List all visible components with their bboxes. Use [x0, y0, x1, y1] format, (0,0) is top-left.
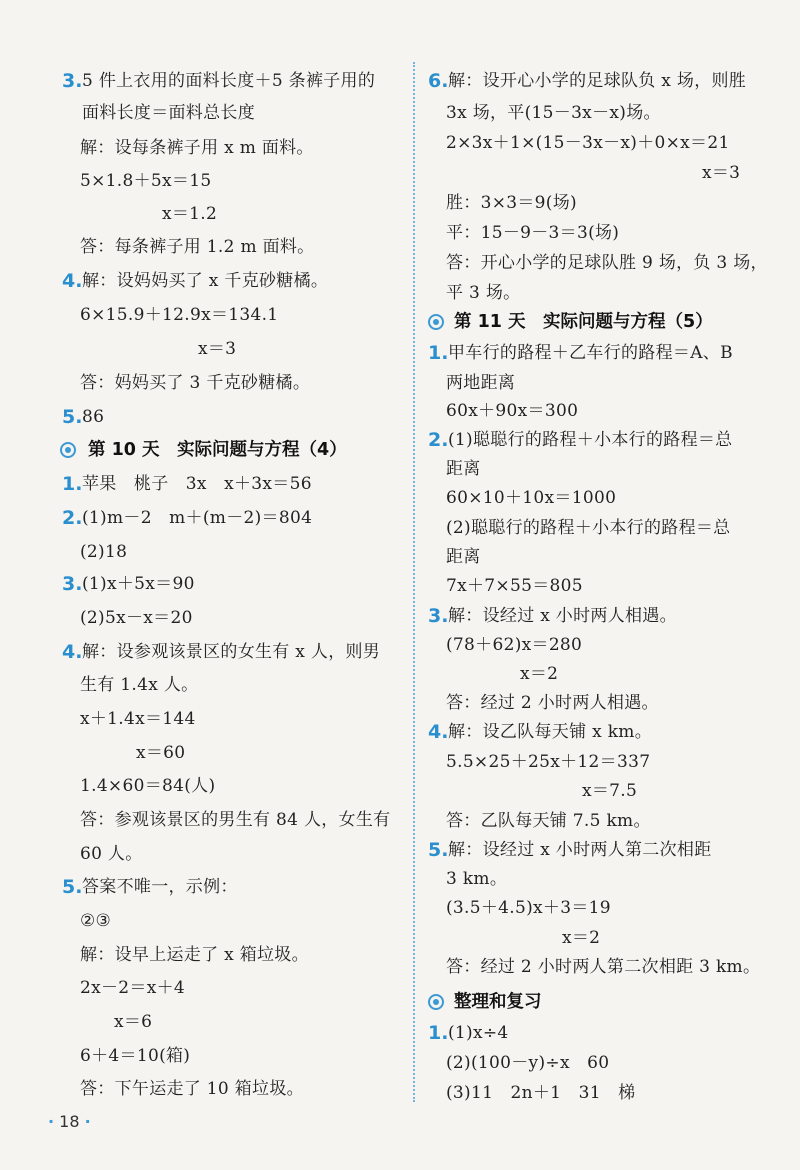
equation-line: 60x＋90x＝300	[446, 401, 579, 421]
question-number: 4.	[428, 721, 449, 743]
section-circle-icon	[428, 314, 444, 330]
question-number: 3.	[62, 573, 83, 595]
question-number: 2.	[62, 507, 83, 529]
answer-line: (1)聪聪行的路程＋小本行的路程＝总	[448, 430, 733, 450]
answer-line: (2)18	[80, 542, 128, 562]
equation-line: x＝1.2	[162, 204, 218, 224]
section-title: 第 10 天 实际问题与方程（4）	[88, 440, 347, 460]
section-circle-icon	[428, 994, 444, 1010]
answer-line: (2)(100－y)÷x 60	[446, 1053, 610, 1073]
question-number: 4.	[62, 641, 83, 663]
answer-line: 解：设经过 x 小时两人相遇。	[448, 606, 677, 626]
bullet-dot-icon: ·	[48, 1112, 55, 1131]
answer-line: 平 3 场。	[446, 283, 521, 303]
answer-line: 距离	[446, 459, 481, 479]
answer-line: 86	[82, 407, 105, 427]
answer-line: (3)11 2n＋1 31 梯	[446, 1083, 636, 1103]
answer-line: 甲车行的路程＋乙车行的路程＝A、B	[448, 343, 733, 363]
answer-line: 解：设参观该景区的女生有 x 人，则男	[82, 642, 381, 662]
answer-line: 答：每条裤子用 1.2 m 面料。	[80, 237, 315, 257]
answer-line: 3x 场，平(15－3x－x)场。	[446, 103, 661, 123]
answer-line: (1)m－2 m＋(m－2)＝804	[82, 508, 313, 528]
answer-line: (2)聪聪行的路程＋小本行的路程＝总	[446, 518, 731, 538]
equation-line: (3.5＋4.5)x＋3＝19	[446, 898, 611, 918]
answer-line: 答：乙队每天铺 7.5 km。	[446, 811, 651, 831]
equation-line: x＝3	[702, 163, 741, 183]
answer-line: 两地距离	[446, 373, 516, 393]
question-number: 5.	[62, 406, 83, 428]
equation-line: x＝7.5	[582, 781, 638, 801]
equation-line: 平：15－9－3＝3(场)	[446, 223, 620, 243]
equation-line: 胜：3×3＝9(场)	[446, 193, 577, 213]
equation-line: x＝6	[114, 1012, 153, 1032]
answer-line: 5 件上衣用的面料长度＋5 条裤子用的	[82, 71, 376, 91]
answer-line: 答：开心小学的足球队胜 9 场，负 3 场，	[446, 253, 768, 273]
equation-line: (78＋62)x＝280	[446, 635, 583, 655]
equation-line: 1.4×60＝84(人)	[80, 776, 216, 796]
equation-line: 7x＋7×55＝805	[446, 576, 583, 596]
answer-line: 答：参观该景区的男生有 84 人，女生有	[80, 810, 391, 830]
answer-line: 距离	[446, 547, 481, 567]
equation-line: x＝2	[520, 664, 559, 684]
section-circle-icon	[60, 442, 76, 458]
answer-line: 苹果 桃子 3x x＋3x＝56	[82, 474, 312, 494]
answer-line: 答：妈妈买了 3 千克砂糖橘。	[80, 373, 311, 393]
answer-line: 解：设早上运走了 x 箱垃圾。	[80, 945, 309, 965]
answer-line: 解：设每条裤子用 x m 面料。	[80, 138, 314, 158]
equation-line: 2x－2＝x＋4	[80, 978, 186, 998]
answer-line: 答：下午运走了 10 箱垃圾。	[80, 1079, 304, 1099]
equation-line: (2)5x－x＝20	[80, 608, 193, 628]
question-number: 1.	[428, 342, 449, 364]
equation-line: 6＋4＝10(箱)	[80, 1046, 191, 1066]
answer-line: 面料长度＝面料总长度	[82, 103, 255, 123]
section-title: 整理和复习	[454, 992, 542, 1012]
question-number: 3.	[428, 605, 449, 627]
answer-line: 答：经过 2 小时两人第二次相距 3 km。	[446, 957, 761, 977]
equation-line: 5.5×25＋25x＋12＝337	[446, 752, 651, 772]
bullet-dot-icon: ·	[84, 1112, 91, 1131]
question-number: 1.	[62, 473, 83, 495]
page-number: 18	[59, 1112, 80, 1131]
equation-line: (1)x＋5x＝90	[82, 574, 195, 594]
question-number: 5.	[62, 876, 83, 898]
question-number: 3.	[62, 70, 83, 92]
equation-line: x＝3	[198, 339, 237, 359]
equation-line: 2×3x＋1×(15－3x－x)＋0×x＝21	[446, 133, 730, 153]
question-number: 6.	[428, 70, 449, 92]
answer-line: 3 km。	[446, 869, 508, 889]
question-number: 2.	[428, 429, 449, 451]
equation-line: 5×1.8＋5x＝15	[80, 171, 212, 191]
equation-line: x＝2	[562, 928, 601, 948]
question-number: 5.	[428, 839, 449, 861]
equation-line: x＋1.4x＝144	[80, 709, 196, 729]
column-divider	[413, 62, 415, 1102]
answer-line: (1)x÷4	[448, 1023, 509, 1043]
question-number: 1.	[428, 1022, 449, 1044]
answer-line: 生有 1.4x 人。	[80, 675, 199, 695]
answer-line: 答：经过 2 小时两人相遇。	[446, 693, 659, 713]
answer-line: 解：设乙队每天铺 x km。	[448, 722, 653, 742]
answer-line: 60 人。	[80, 844, 143, 864]
answer-line: 答案不唯一，示例：	[82, 877, 238, 897]
answer-line: 解：设妈妈买了 x 千克砂糖橘。	[82, 271, 329, 291]
equation-line: x＝60	[136, 743, 186, 763]
answer-line: ②③	[80, 911, 112, 931]
section-title: 第 11 天 实际问题与方程（5）	[454, 312, 713, 332]
equation-line: 6×15.9＋12.9x＝134.1	[80, 305, 279, 325]
page-footer	[48, 1112, 91, 1131]
question-number: 4.	[62, 270, 83, 292]
answer-line: 解：设开心小学的足球队负 x 场，则胜	[448, 71, 747, 91]
answer-line: 解：设经过 x 小时两人第二次相距	[448, 840, 712, 860]
equation-line: 60×10＋10x＝1000	[446, 488, 617, 508]
